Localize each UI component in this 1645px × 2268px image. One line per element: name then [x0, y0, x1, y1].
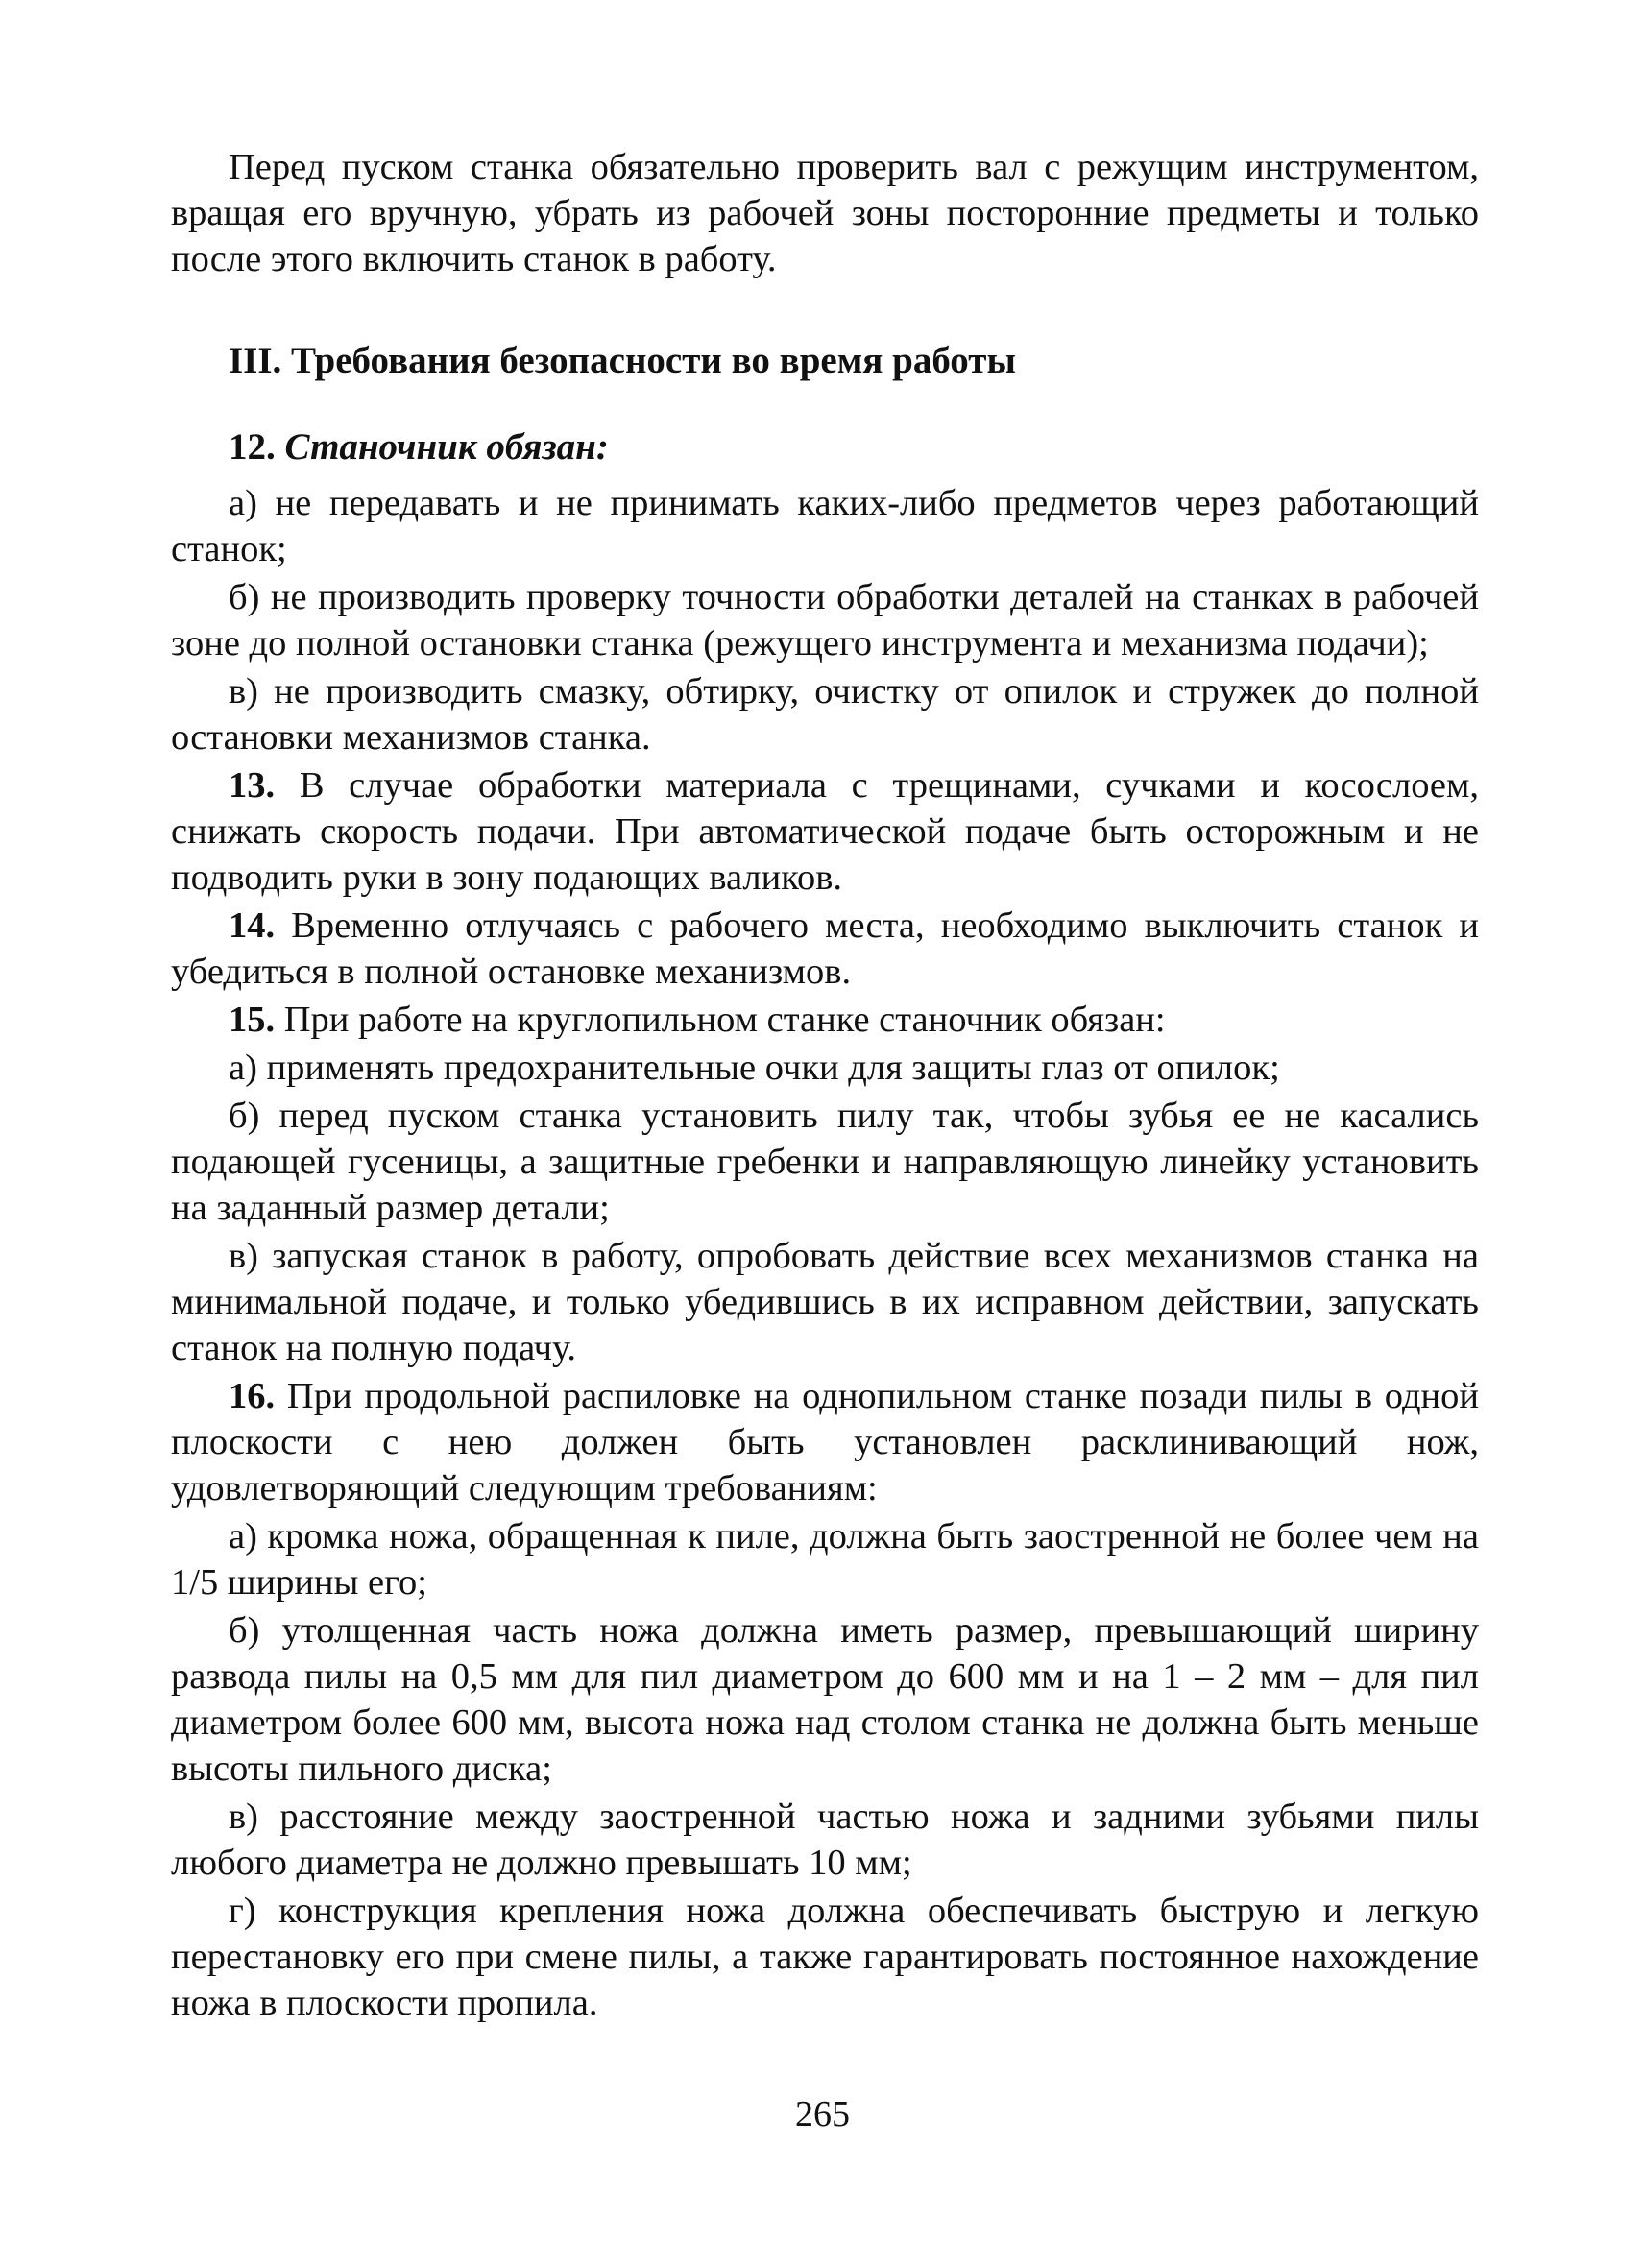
- page-number: 265: [795, 2094, 850, 2135]
- item-16-text: При продольной распиловке на однопильном станке позади пилы в одной плоскости с нею должен быть установлен расклинивающий нож, удовлетворяющий следующим требованиям:: [171, 1376, 1479, 1508]
- item-16-b: б) утолщенная часть ножа должна иметь размер, превышающий ширину развода пилы на 0,5 мм для пил диаметром до 600 мм и на 1 – 2 мм – для пил диаметром более 600 мм, высота ножа над столом станка не должна быть меньше высоты пильного диска;: [171, 1610, 1479, 1789]
- item-12-number: 12.: [229, 426, 276, 468]
- item-15-text: При работе на круглопильном станке станочник обязан:: [283, 1000, 1166, 1040]
- item-14: [171, 903, 1479, 995]
- item-12-heading: [171, 424, 1479, 470]
- document-page: [171, 144, 1479, 2028]
- item-14-number: 14.: [229, 905, 276, 946]
- item-16: [171, 1373, 1479, 1511]
- item-16-a: а) кромка ножа, обращенная к пиле, должна быть заостренной не более чем на 1/5 ширины его;: [171, 1516, 1479, 1603]
- item-13: [171, 762, 1479, 901]
- item-12-b: б) не производить проверку точности обработки деталей на станках в рабочей зоне до полной остановки станка (режущего инструмента и механизма подачи);: [171, 577, 1479, 664]
- item-16-number: 16.: [229, 1376, 276, 1416]
- item-13-text: В случае обработки материала с трещинами, сучками и косослоем, снижать скорость подачи. При автоматической подаче быть осторожным и не подводить руки в зону подающих валиков.: [171, 765, 1479, 898]
- intro-paragraph: Перед пуском станка обязательно проверить вал с режущим инструментом, вращая его вручную, убрать из рабочей зоны посторонние предметы и только после этого включить станок в работу.: [171, 147, 1479, 279]
- section-title: III. Требования безопасности во время работы: [229, 340, 1016, 381]
- item-12-c: в) не производить смазку, обтирку, очистку от опилок и стружек до полной остановки механизмов станка.: [171, 671, 1479, 758]
- item-12-a: а) не передавать и не принимать каких-либо предметов через работающий станок;: [171, 483, 1479, 569]
- item-15-b: б) перед пуском станка установить пилу так, чтобы зубья ее не касались подающей гусеницы, а защитные гребенки и направляющую линейку установить на заданный размер детали;: [171, 1096, 1479, 1228]
- item-12-label: Станочник обязан:: [284, 426, 609, 468]
- item-15-c: в) запуская станок в работу, опробовать действие всех механизмов станка на минимальной подаче, и только убедившись в их исправном действии, запускать станок на полную подачу.: [171, 1236, 1479, 1368]
- item-13-number: 13.: [229, 765, 276, 806]
- item-15-a: а) применять предохранительные очки для защиты глаз от опилок;: [229, 1048, 1280, 1088]
- item-16-d: г) конструкция крепления ножа должна обеспечивать быструю и легкую перестановку его при смене пилы, а также гарантировать постоянное нахождение ножа в плоскости пропила.: [171, 1891, 1479, 2023]
- item-15-number: 15.: [229, 1000, 276, 1040]
- item-14-text: Временно отлучаясь с рабочего места, необходимо выключить станок и убедиться в полной остановке механизмов.: [171, 905, 1480, 992]
- item-15: [171, 997, 1479, 1043]
- item-16-c: в) расстояние между заостренной частью ножа и задними зубьями пилы любого диаметра не должно превышать 10 мм;: [171, 1797, 1479, 1883]
